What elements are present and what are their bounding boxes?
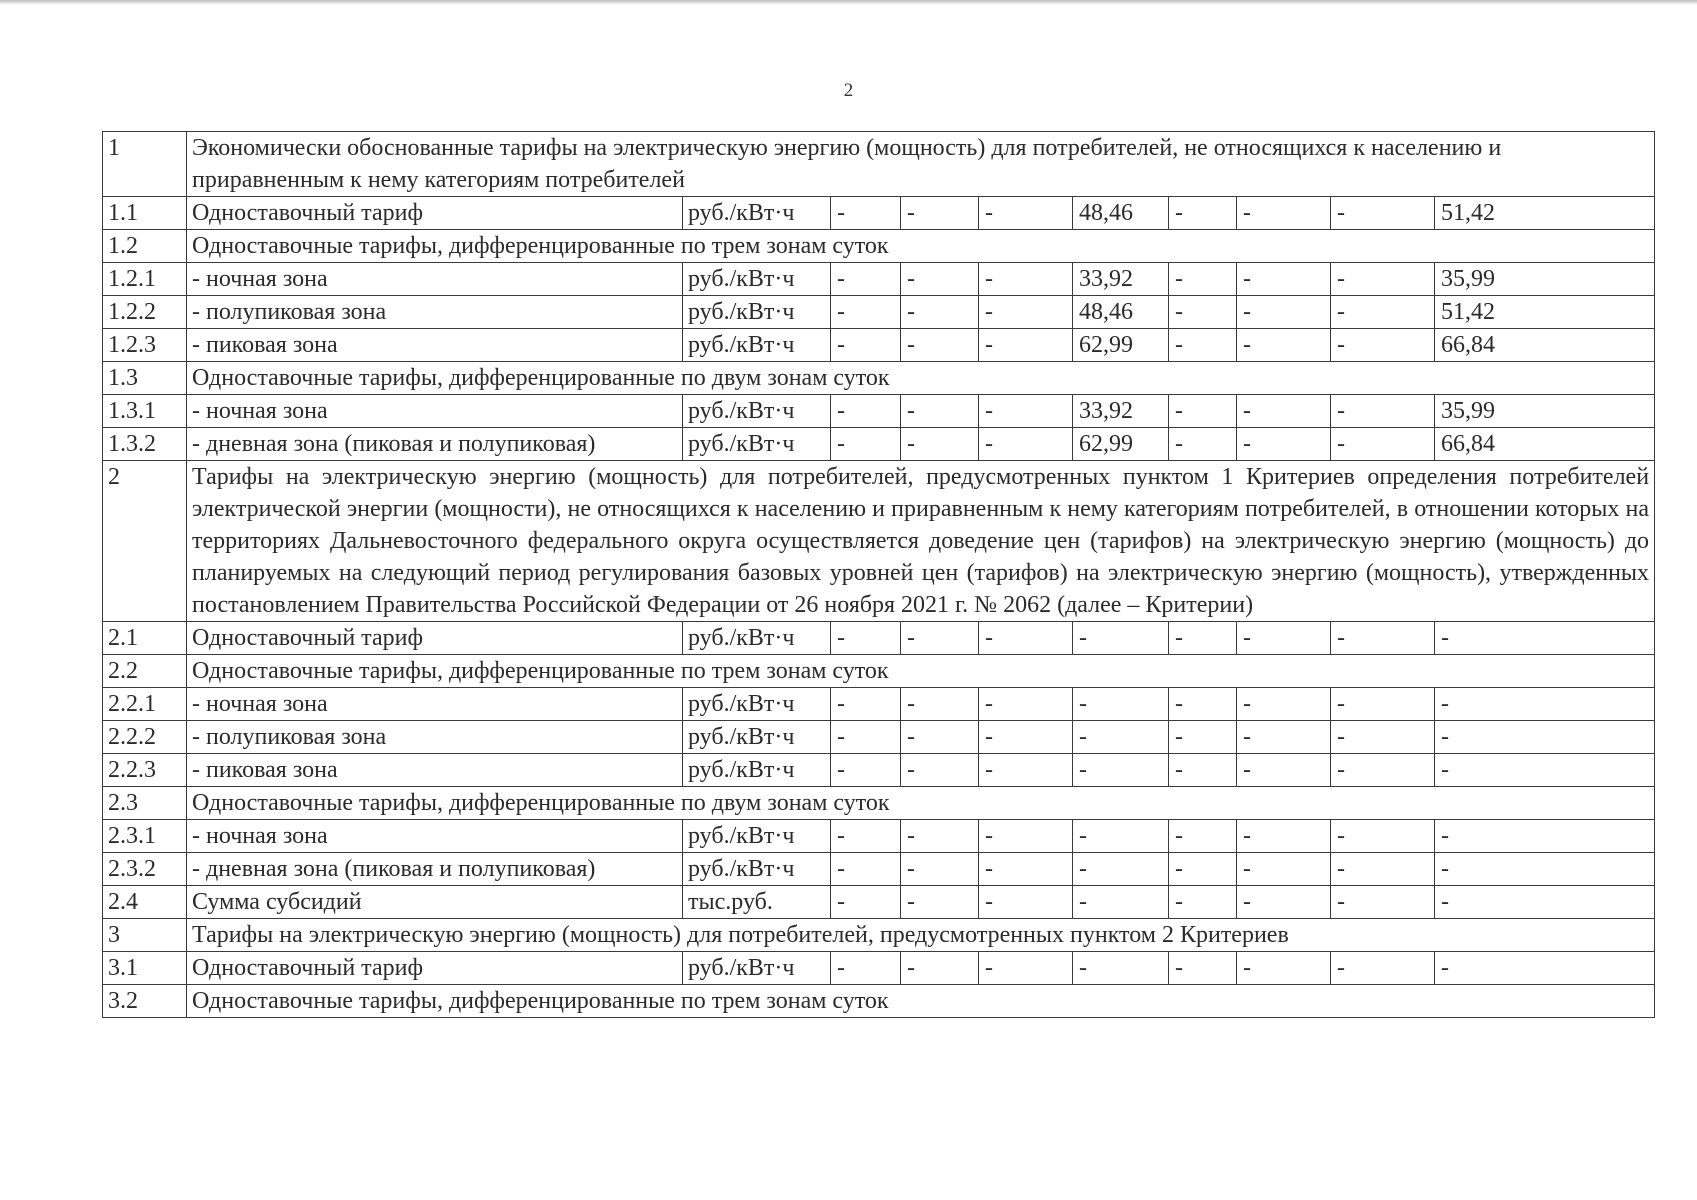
value-cell: -	[1237, 721, 1331, 754]
value-cell: -	[1237, 688, 1331, 721]
section-row	[103, 230, 1655, 263]
value-cell: -	[901, 688, 979, 721]
value-cell: -	[831, 688, 901, 721]
unit-cell: руб./кВт·ч	[683, 263, 831, 296]
section-row	[103, 985, 1655, 1018]
row-number: 1.2.3	[103, 329, 187, 362]
scan-edge	[0, 0, 1697, 4]
value-cell: -	[1331, 395, 1435, 428]
value-cell: -	[1237, 263, 1331, 296]
value-cell: 62,99	[1073, 428, 1169, 461]
indicator-name: Одноставочный тариф	[187, 622, 683, 655]
unit-cell: руб./кВт·ч	[683, 754, 831, 787]
table-row	[103, 329, 1655, 362]
value-cell: -	[1237, 428, 1331, 461]
value-cell: -	[1435, 688, 1655, 721]
value-cell: 33,92	[1073, 395, 1169, 428]
value-cell: -	[1073, 886, 1169, 919]
unit-cell: руб./кВт·ч	[683, 853, 831, 886]
value-cell: -	[979, 688, 1073, 721]
row-number: 2.4	[103, 886, 187, 919]
value-cell: -	[1435, 886, 1655, 919]
value-cell: -	[1331, 688, 1435, 721]
value-cell: -	[1435, 754, 1655, 787]
value-cell: -	[1331, 428, 1435, 461]
value-cell: -	[1073, 622, 1169, 655]
value-cell: -	[901, 853, 979, 886]
row-number: 1	[103, 132, 187, 197]
value-cell: -	[1435, 820, 1655, 853]
row-number: 2.3.2	[103, 853, 187, 886]
value-cell: -	[979, 754, 1073, 787]
section-row	[103, 655, 1655, 688]
unit-cell: руб./кВт·ч	[683, 329, 831, 362]
section-row	[103, 919, 1655, 952]
value-cell: -	[1073, 688, 1169, 721]
indicator-name: - пиковая зона	[187, 329, 683, 362]
unit-cell: тыс.руб.	[683, 886, 831, 919]
table-row	[103, 820, 1655, 853]
value-cell: -	[1331, 263, 1435, 296]
unit-cell: руб./кВт·ч	[683, 688, 831, 721]
value-cell: -	[1169, 197, 1237, 230]
value-cell: -	[1237, 820, 1331, 853]
value-cell: -	[901, 197, 979, 230]
value-cell: -	[1237, 329, 1331, 362]
table-row	[103, 197, 1655, 230]
value-cell: -	[979, 428, 1073, 461]
page-number: 2	[843, 80, 854, 101]
row-number: 2.2.2	[103, 721, 187, 754]
table-row	[103, 952, 1655, 985]
indicator-name: Одноставочный тариф	[187, 952, 683, 985]
value-cell: -	[831, 721, 901, 754]
value-cell: -	[1331, 296, 1435, 329]
value-cell: -	[901, 886, 979, 919]
section-row	[103, 132, 1655, 197]
table-row	[103, 428, 1655, 461]
value-cell: -	[1169, 853, 1237, 886]
value-cell: 51,42	[1435, 296, 1655, 329]
value-cell: -	[831, 820, 901, 853]
value-cell: 48,46	[1073, 197, 1169, 230]
table-row	[103, 263, 1655, 296]
value-cell: -	[831, 853, 901, 886]
unit-cell: руб./кВт·ч	[683, 428, 831, 461]
value-cell: -	[979, 622, 1073, 655]
section-title: Одноставочные тарифы, дифференцированные по трем зонам суток	[187, 230, 1655, 263]
row-number: 1.1	[103, 197, 187, 230]
row-number: 1.2	[103, 230, 187, 263]
section-row	[103, 787, 1655, 820]
value-cell: -	[1237, 886, 1331, 919]
value-cell: -	[979, 853, 1073, 886]
row-number: 1.2.1	[103, 263, 187, 296]
value-cell: -	[1169, 395, 1237, 428]
table-row	[103, 754, 1655, 787]
indicator-name: - полупиковая зона	[187, 721, 683, 754]
section-title: Одноставочные тарифы, дифференцированные по трем зонам суток	[187, 985, 1655, 1018]
table-row	[103, 622, 1655, 655]
row-number: 2.2.3	[103, 754, 187, 787]
row-number: 3	[103, 919, 187, 952]
table-row	[103, 721, 1655, 754]
value-cell: -	[1169, 263, 1237, 296]
value-cell: -	[1073, 952, 1169, 985]
value-cell: -	[901, 263, 979, 296]
value-cell: -	[1169, 296, 1237, 329]
row-number: 2.1	[103, 622, 187, 655]
value-cell: -	[1331, 754, 1435, 787]
value-cell: -	[1169, 820, 1237, 853]
value-cell: 66,84	[1435, 329, 1655, 362]
row-number: 2.3	[103, 787, 187, 820]
value-cell: -	[1073, 754, 1169, 787]
value-cell: -	[1331, 886, 1435, 919]
indicator-name: - полупиковая зона	[187, 296, 683, 329]
tariff-table-body	[103, 132, 1655, 1018]
section-title: Тарифы на электрическую энергию (мощность) для потребителей, предусмотренных пунктом 2 Критериев	[187, 919, 1655, 952]
value-cell: -	[979, 395, 1073, 428]
table-row	[103, 296, 1655, 329]
value-cell: -	[831, 296, 901, 329]
value-cell: -	[1435, 622, 1655, 655]
unit-cell: руб./кВт·ч	[683, 395, 831, 428]
tariff-table	[102, 131, 1655, 1018]
value-cell: -	[901, 428, 979, 461]
section-row	[103, 461, 1655, 622]
value-cell: -	[1169, 329, 1237, 362]
table-row	[103, 886, 1655, 919]
indicator-name: - дневная зона (пиковая и полупиковая)	[187, 853, 683, 886]
row-number: 2.2.1	[103, 688, 187, 721]
unit-cell: руб./кВт·ч	[683, 952, 831, 985]
indicator-name: - ночная зона	[187, 820, 683, 853]
value-cell: -	[901, 622, 979, 655]
row-number: 2.2	[103, 655, 187, 688]
value-cell: -	[1237, 952, 1331, 985]
value-cell: -	[831, 329, 901, 362]
value-cell: -	[1237, 197, 1331, 230]
value-cell: -	[1331, 721, 1435, 754]
value-cell: -	[901, 820, 979, 853]
value-cell: -	[1169, 721, 1237, 754]
section-title: Одноставочные тарифы, дифференцированные по двум зонам суток	[187, 787, 1655, 820]
value-cell: 48,46	[1073, 296, 1169, 329]
value-cell: -	[979, 820, 1073, 853]
indicator-name: - пиковая зона	[187, 754, 683, 787]
value-cell: -	[1169, 754, 1237, 787]
section-title: Одноставочные тарифы, дифференцированные по двум зонам суток	[187, 362, 1655, 395]
value-cell: -	[1169, 622, 1237, 655]
value-cell: -	[831, 754, 901, 787]
value-cell: -	[1435, 721, 1655, 754]
value-cell: -	[1237, 754, 1331, 787]
table-row	[103, 688, 1655, 721]
unit-cell: руб./кВт·ч	[683, 622, 831, 655]
value-cell: 51,42	[1435, 197, 1655, 230]
row-number: 1.3	[103, 362, 187, 395]
value-cell: -	[1169, 428, 1237, 461]
row-number: 1.3.2	[103, 428, 187, 461]
value-cell: -	[1331, 329, 1435, 362]
value-cell: -	[831, 395, 901, 428]
value-cell: -	[1237, 296, 1331, 329]
unit-cell: руб./кВт·ч	[683, 820, 831, 853]
value-cell: -	[1073, 820, 1169, 853]
section-title: Тарифы на электрическую энергию (мощность) для потребителей, предусмотренных пунктом 1 Критериев определения потребителей электрической энергии (мощности), не относящихся к населению и приравненным к нему категориям потребителей, в отношении которых на территориях Дальневосточного федерального округа осуществляется доведение цен (тарифов) на электрическую энергию (мощность) до планируемых на следующий период регулирования базовых уровней цен (тарифов) на электрическую энергию (мощность), утвержденных постановлением Правительства Российской Федерации от 26 ноября 2021 г. № 2062 (далее – Критерии)	[187, 461, 1655, 622]
value-cell: -	[1237, 622, 1331, 655]
value-cell: -	[979, 263, 1073, 296]
value-cell: 35,99	[1435, 263, 1655, 296]
table-row	[103, 395, 1655, 428]
row-number: 1.3.1	[103, 395, 187, 428]
value-cell: -	[831, 886, 901, 919]
value-cell: -	[831, 197, 901, 230]
row-number: 2.3.1	[103, 820, 187, 853]
value-cell: -	[901, 296, 979, 329]
value-cell: -	[831, 263, 901, 296]
section-row	[103, 362, 1655, 395]
indicator-name: - ночная зона	[187, 395, 683, 428]
value-cell: -	[1169, 952, 1237, 985]
value-cell: -	[901, 395, 979, 428]
indicator-name: - ночная зона	[187, 263, 683, 296]
value-cell: -	[901, 754, 979, 787]
value-cell: -	[1237, 853, 1331, 886]
indicator-name: Одноставочный тариф	[187, 197, 683, 230]
value-cell: -	[1073, 721, 1169, 754]
value-cell: -	[1331, 952, 1435, 985]
value-cell: 66,84	[1435, 428, 1655, 461]
row-number: 1.2.2	[103, 296, 187, 329]
value-cell: -	[979, 296, 1073, 329]
value-cell: -	[901, 329, 979, 362]
value-cell: 33,92	[1073, 263, 1169, 296]
value-cell: -	[1169, 688, 1237, 721]
value-cell: -	[979, 329, 1073, 362]
value-cell: 62,99	[1073, 329, 1169, 362]
value-cell: -	[1435, 853, 1655, 886]
value-cell: -	[831, 622, 901, 655]
value-cell: -	[979, 886, 1073, 919]
value-cell: -	[1435, 952, 1655, 985]
value-cell: -	[1331, 197, 1435, 230]
unit-cell: руб./кВт·ч	[683, 721, 831, 754]
value-cell: -	[1331, 853, 1435, 886]
indicator-name: Сумма субсидий	[187, 886, 683, 919]
indicator-name: - ночная зона	[187, 688, 683, 721]
section-title: Одноставочные тарифы, дифференцированные по трем зонам суток	[187, 655, 1655, 688]
unit-cell: руб./кВт·ч	[683, 197, 831, 230]
section-title: Экономически обоснованные тарифы на электрическую энергию (мощность) для потребителей, не относящихся к населению и приравненным к нему категориям потребителей	[187, 132, 1655, 197]
value-cell: -	[901, 721, 979, 754]
value-cell: 35,99	[1435, 395, 1655, 428]
value-cell: -	[979, 721, 1073, 754]
table-row	[103, 853, 1655, 886]
value-cell: -	[901, 952, 979, 985]
row-number: 3.2	[103, 985, 187, 1018]
row-number: 3.1	[103, 952, 187, 985]
indicator-name: - дневная зона (пиковая и полупиковая)	[187, 428, 683, 461]
unit-cell: руб./кВт·ч	[683, 296, 831, 329]
value-cell: -	[1169, 886, 1237, 919]
value-cell: -	[831, 952, 901, 985]
value-cell: -	[831, 428, 901, 461]
value-cell: -	[1237, 395, 1331, 428]
value-cell: -	[1073, 853, 1169, 886]
row-number: 2	[103, 461, 187, 622]
value-cell: -	[979, 197, 1073, 230]
value-cell: -	[1331, 820, 1435, 853]
value-cell: -	[979, 952, 1073, 985]
value-cell: -	[1331, 622, 1435, 655]
